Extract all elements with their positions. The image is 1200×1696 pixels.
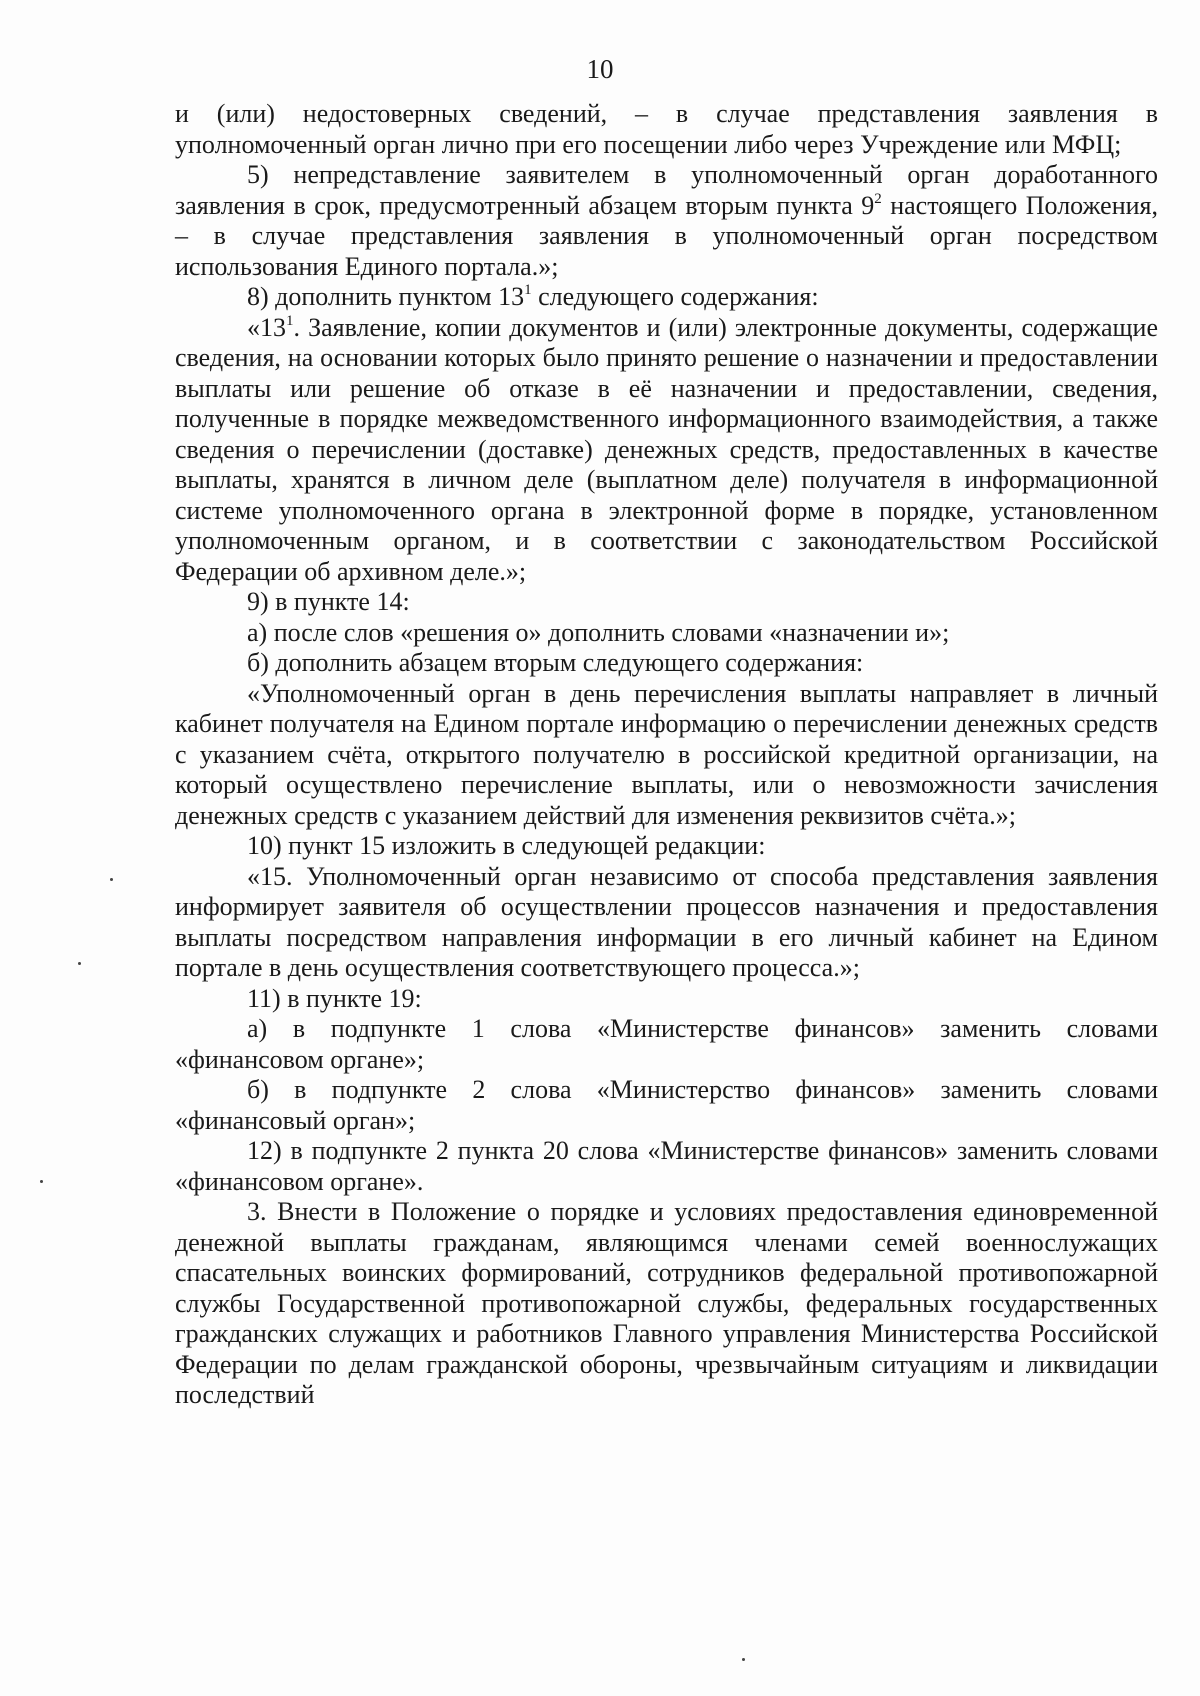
scan-speck	[742, 1658, 745, 1661]
paragraph: 9) в пункте 14:	[247, 587, 410, 616]
document-body	[175, 99, 1158, 1411]
paragraph: 12) в подпункте 2 пункта 20 слова «Министерстве финансов» заменить словами «финансовом органе».	[175, 1136, 1158, 1196]
paragraph: 10) пункт 15 изложить в следующей редакции:	[247, 831, 766, 860]
superscript: 1	[524, 282, 532, 298]
paragraph: а) в подпункте 1 слова «Министерстве финансов» заменить словами «финансовом органе»;	[175, 1014, 1158, 1074]
scan-speck	[40, 1180, 43, 1183]
paragraph: и (или) недостоверных сведений, – в случае представления заявления в уполномоченный орган лично при его посещении либо через Учреждение или МФЦ;	[175, 99, 1158, 159]
paragraph: «Уполномоченный орган в день перечисления выплаты направляет в личный кабинет получателя на Едином портале информацию о перечислении денежных средств с указанием счёта, открытого получателю в российской кредитной организации, на который осуществлено перечисление выплаты, или о невозможности зачисления денежных средств с указанием действий для изменения реквизитов счёта.»;	[175, 678, 1158, 830]
superscript: 2	[874, 190, 882, 207]
paragraph: «$13^1$. Заявление, копии документов и (или) электронные документы, содержащие сведения, на основании которых было принято решение о назначении и предоставлении выплаты или решение об отказе в её назначении и предоставлении, сведения, полученные в порядке межведомственного информационного взаимодействия, а также сведения о перечислении (доставке) денежных средств, предоставленных в качестве выплаты, хранятся в личном деле (выплатном деле) получателя в информационной системе уполномоченного органа в электронной форме в порядке, установленном уполномоченным органом, и в соответствии с законодательством Российской Федерации об архивном деле.»;	[175, 312, 1158, 586]
scan-speck	[78, 962, 81, 965]
paragraph: 5) непредставление заявителем в уполномоченный орган доработанного заявления в срок, предусмотренный абзацем вторым пункта $9^2$ настоящего Положения, – в случае представления заявления в уполномоченный орган посредством использования Единого портала.»;	[175, 160, 1158, 281]
paragraph: а) после слов «решения о» дополнить словами «назначении и»;	[247, 617, 950, 647]
scan-speck	[110, 878, 113, 881]
superscript: 1	[286, 312, 294, 329]
paragraph: б) дополнить абзацем вторым следующего содержания:	[247, 648, 864, 677]
paragraph: «15. Уполномоченный орган независимо от способа представления заявления информирует заявителя об осуществлении процессов назначения и предоставления выплаты посредством направления информации в его личный кабинет на Едином портале в день осуществления соответствующего процесса.»;	[175, 861, 1158, 982]
page-number: 10	[586, 54, 614, 84]
paragraph: б) в подпункте 2 слова «Министерство финансов» заменить словами «финансовый орган»;	[175, 1075, 1158, 1135]
paragraph: 8) дополнить пунктом $13^1$ следующего содержания:	[247, 282, 819, 311]
paragraph: 11) в пункте 19:	[247, 983, 422, 1013]
paragraph: 3. Внести в Положение о порядке и условиях предоставления единовременной денежной выплаты гражданам, являющимся членами семей военнослужащих спасательных воинских формирований, сотрудников федеральной противопожарной службы Государственной противопожарной службы, федеральных государственных гражданских служащих и работников Главного управления Министерства Российской Федерации по делам гражданской обороны, чрезвычайным ситуациям и ликвидации последствий	[175, 1197, 1158, 1409]
